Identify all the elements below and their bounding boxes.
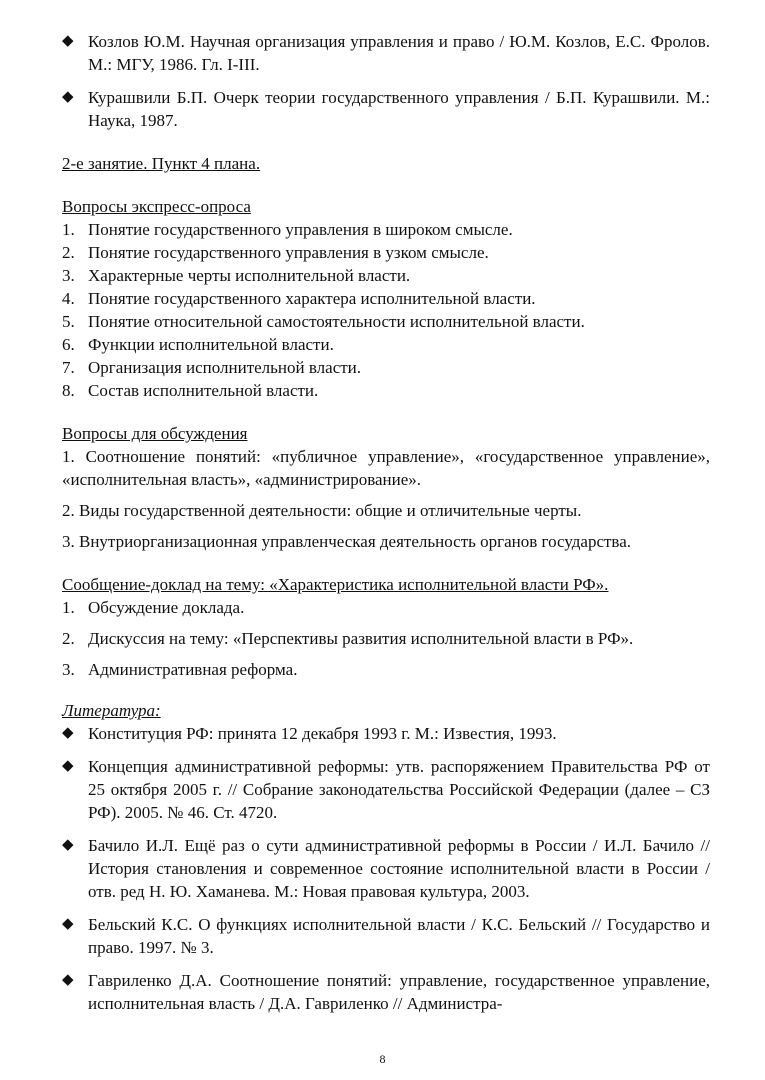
bullet-icon: ◆ xyxy=(62,972,74,988)
item-text: Административная реформа. xyxy=(88,660,298,679)
bullet-icon: ◆ xyxy=(62,725,74,741)
item-number: 1. xyxy=(62,598,75,617)
list-item xyxy=(62,627,710,650)
report-list xyxy=(62,596,710,681)
item-text: Функции исполнительной власти. xyxy=(88,335,334,354)
list-item xyxy=(62,333,710,356)
discussion-section xyxy=(62,422,710,553)
list-item xyxy=(62,356,710,379)
list-item xyxy=(62,218,710,241)
item-text: Понятие государственного характера исполнительной власти. xyxy=(88,289,536,308)
discussion-heading: Вопросы для обсуждения xyxy=(62,424,248,443)
session-heading: 2-е занятие. Пункт 4 плана. xyxy=(62,154,261,173)
item-text: Обсуждение доклада. xyxy=(88,598,245,617)
list-item xyxy=(62,287,710,310)
reference-text: Гавриленко Д.А. Соотношение понятий: управление, государственное управление, исполнительная власть / Д.А. Гавриленко // Администра- xyxy=(88,971,710,1013)
item-text: Организация исполнительной власти. xyxy=(88,358,362,377)
list-item xyxy=(62,86,710,132)
bullet-icon: ◆ xyxy=(62,33,74,49)
literature-section xyxy=(62,699,710,1015)
reference-text: Бельский К.С. О функциях исполнительной власти / К.С. Бельский // Государство и право. 1997. № 3. xyxy=(88,915,710,957)
item-number: 3. xyxy=(62,266,75,285)
express-survey-section xyxy=(62,195,710,402)
reference-text: Курашвили Б.П. Очерк теории государственного управления / Б.П. Курашвили. М.: Наука, 1987. xyxy=(88,88,710,130)
literature-heading: Литература: xyxy=(62,701,161,720)
bullet-icon: ◆ xyxy=(62,758,74,774)
list-item xyxy=(62,969,710,1015)
discussion-item: 1. Соотношение понятий: «публичное управление», «государственное управление», «исполнительная власть», «администрирование». xyxy=(62,447,710,489)
item-number: 8. xyxy=(62,381,75,400)
item-text: Дискуссия на тему: «Перспективы развития исполнительной власти в РФ». xyxy=(88,629,634,648)
list-item xyxy=(62,596,710,619)
express-survey-heading: Вопросы экспресс-опроса xyxy=(62,197,251,216)
bullet-icon: ◆ xyxy=(62,916,74,932)
item-text: Состав исполнительной власти. xyxy=(88,381,319,400)
list-item xyxy=(62,30,710,76)
reference-text: Концепция административной реформы: утв. распоряжением Правительства РФ от 25 октября 2005 г. // Собрание законодательства Российской Федерации (далее – СЗ РФ). 2005. № 46. Ст. 4720. xyxy=(88,757,710,822)
item-text: Понятие государственного управления в широком смысле. xyxy=(88,220,513,239)
item-number: 3. xyxy=(62,660,75,679)
list-item xyxy=(62,264,710,287)
item-number: 4. xyxy=(62,289,75,308)
list-item xyxy=(62,379,710,402)
item-number: 2. xyxy=(62,629,75,648)
page-number: 8 xyxy=(379,1052,386,1066)
report-section xyxy=(62,573,710,681)
bullet-icon: ◆ xyxy=(62,837,74,853)
list-item xyxy=(62,241,710,264)
discussion-item: 2. Виды государственной деятельности: общие и отличительные черты. xyxy=(62,501,582,520)
item-number: 5. xyxy=(62,312,75,331)
item-text: Характерные черты исполнительной власти. xyxy=(88,266,411,285)
list-item xyxy=(62,834,710,903)
list-item xyxy=(62,722,710,745)
item-text: Понятие государственного управления в узком смысле. xyxy=(88,243,489,262)
item-number: 6. xyxy=(62,335,75,354)
top-references-list xyxy=(62,30,710,132)
report-heading-text: Сообщение-доклад на тему: «Характеристика исполнительной власти РФ». xyxy=(62,575,609,594)
list-item xyxy=(62,310,710,333)
reference-text: Козлов Ю.М. Научная организация управления и право / Ю.М. Козлов, Е.С. Фролов. М.: МГУ, 1986. Гл. I-III. xyxy=(88,32,710,74)
express-survey-list xyxy=(62,218,710,402)
reference-text: Бачило И.Л. Ещё раз о сути административной реформы в России / И.Л. Бачило // История становления и современное состояние исполнительной власти в России / отв. ред Н. Ю. Хаманева. М.: Новая правовая культура, 2003. xyxy=(88,836,710,901)
list-item xyxy=(62,913,710,959)
discussion-item: 3. Внутриорганизационная управленческая деятельность органов государства. xyxy=(62,532,632,551)
report-heading xyxy=(62,573,710,596)
item-text: Понятие относительной самостоятельности исполнительной власти. xyxy=(88,312,585,331)
bullet-icon: ◆ xyxy=(62,89,74,105)
reference-text: Конституция РФ: принята 12 декабря 1993 г. М.: Известия, 1993. xyxy=(88,724,557,743)
literature-list xyxy=(62,722,710,1015)
item-number: 7. xyxy=(62,358,75,377)
list-item xyxy=(62,755,710,824)
list-item xyxy=(62,658,710,681)
document-page xyxy=(62,30,710,1025)
item-number: 1. xyxy=(62,220,75,239)
item-number: 2. xyxy=(62,243,75,262)
